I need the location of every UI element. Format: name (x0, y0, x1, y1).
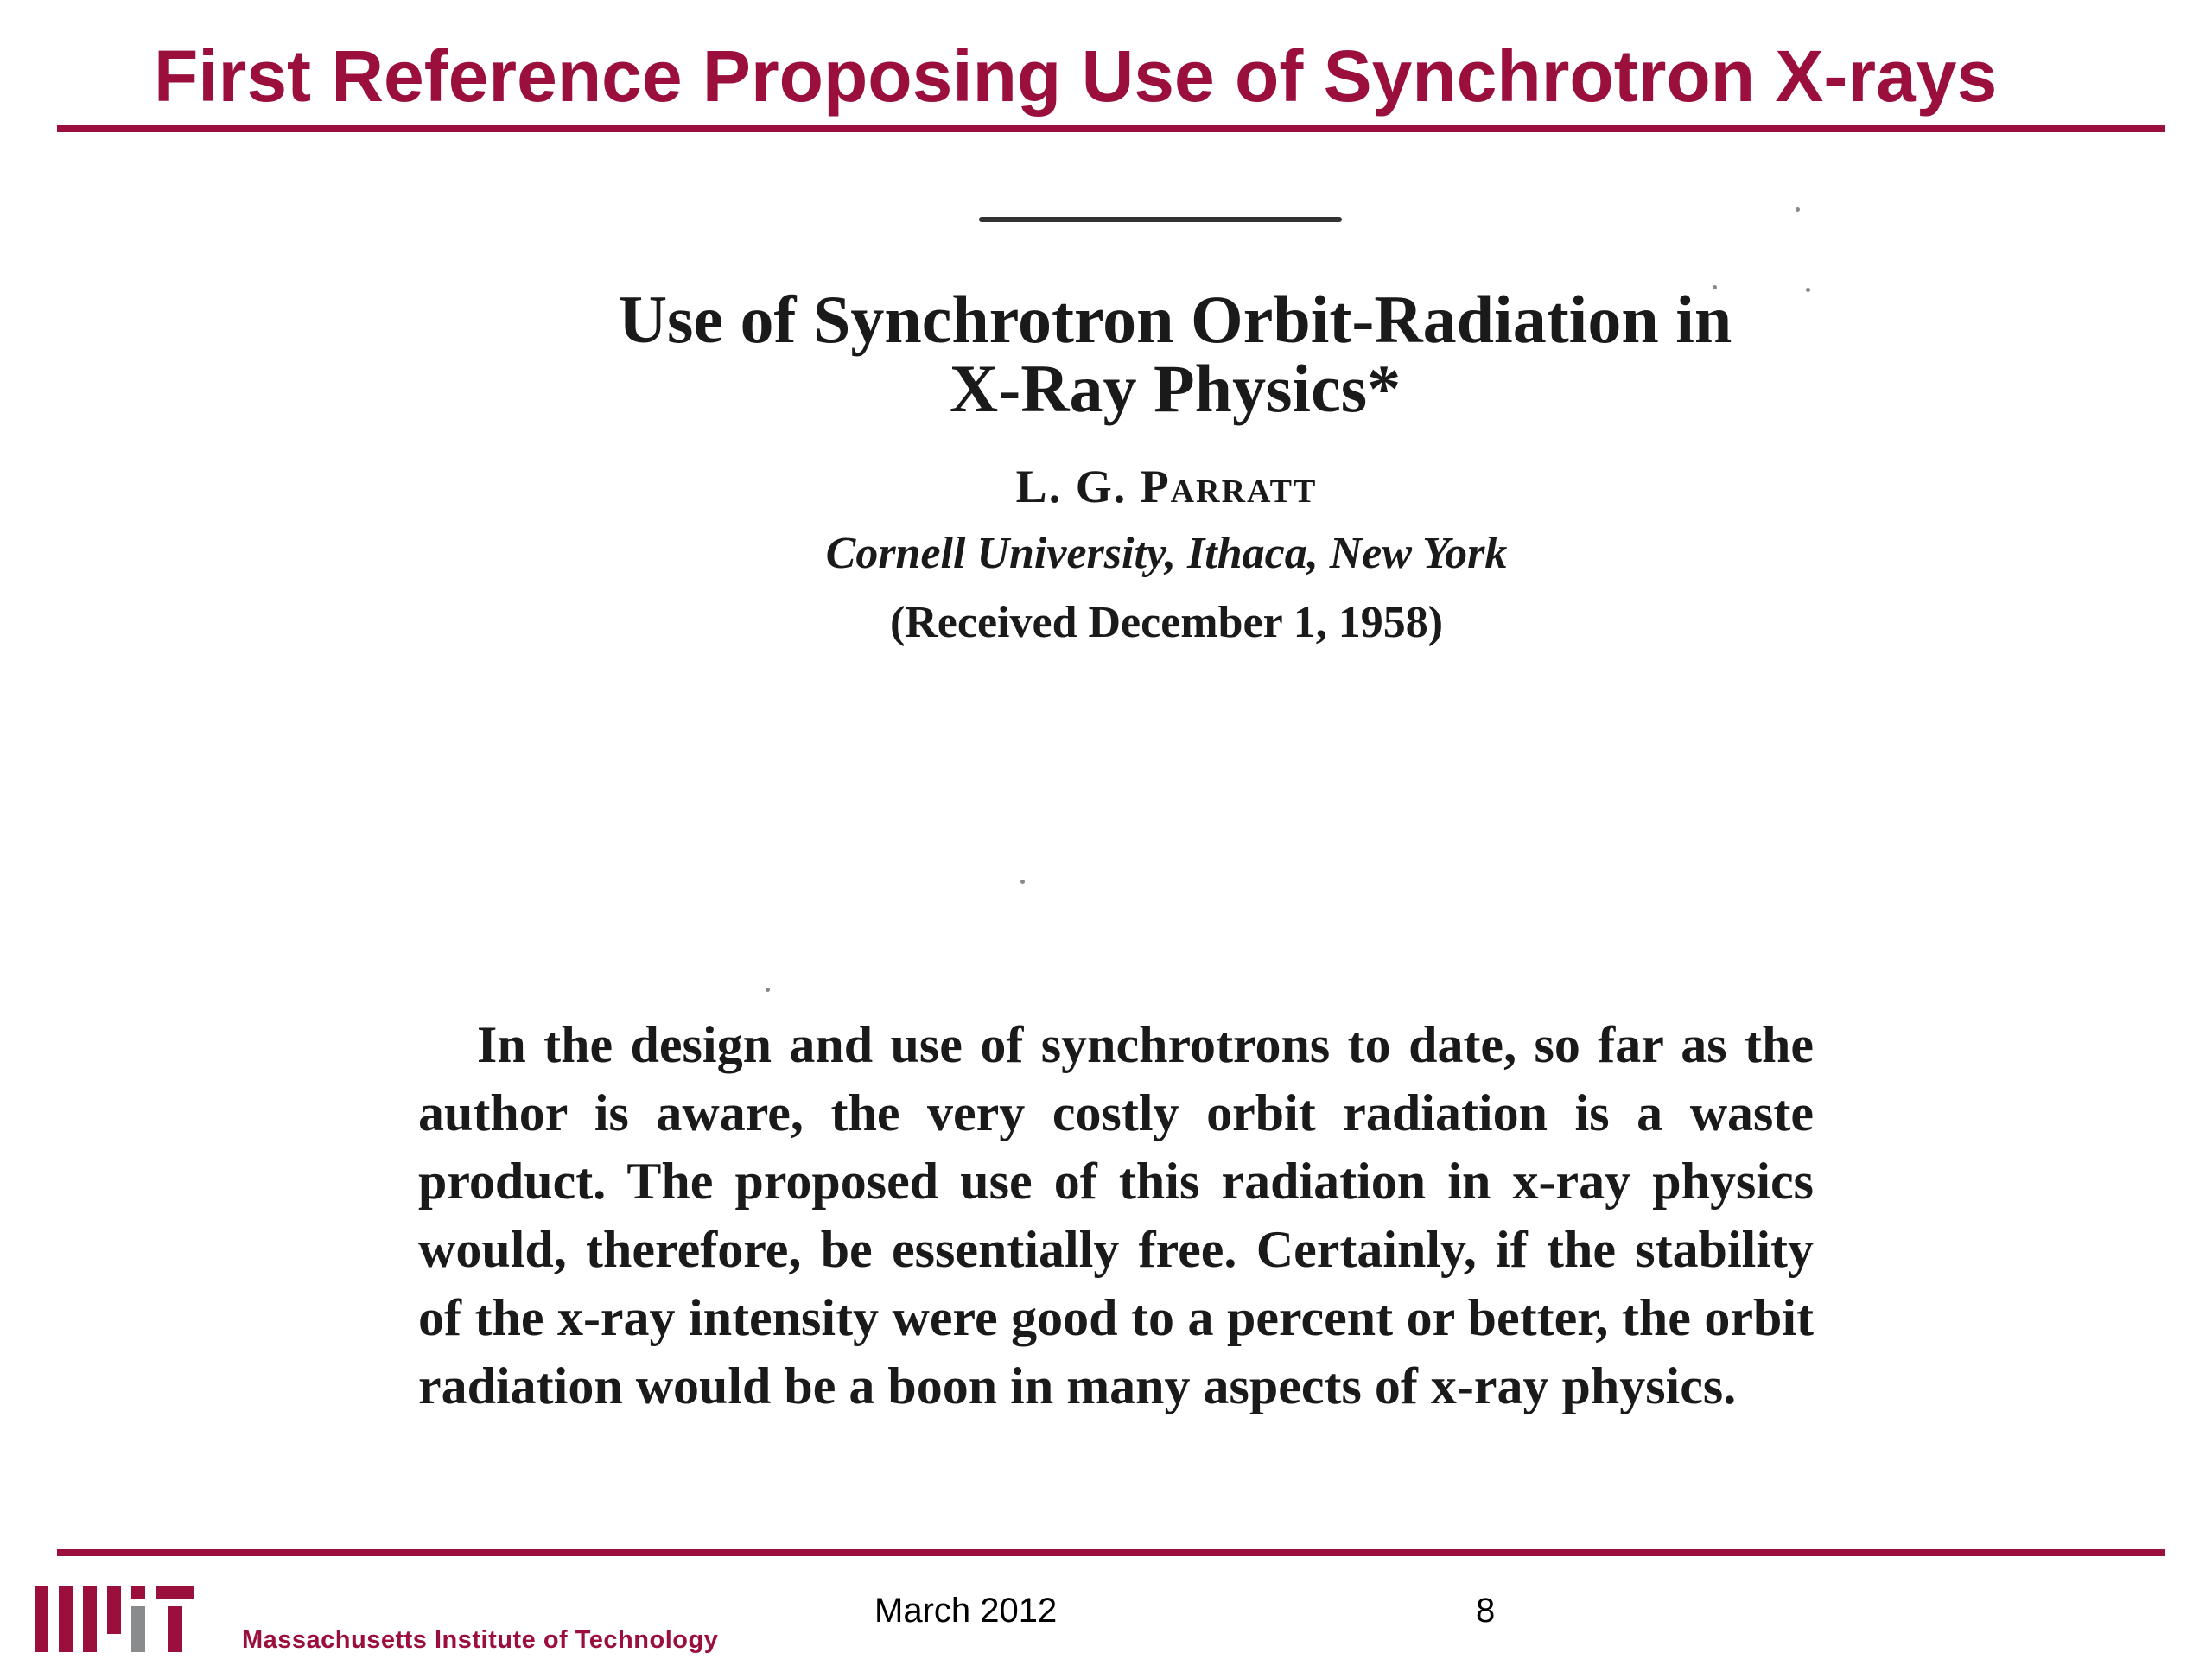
footer-date: March 2012 (874, 1592, 1058, 1630)
page-number: 8 (1476, 1592, 1496, 1630)
footer-divider (57, 1549, 2165, 1556)
slide-title: First Reference Proposing Use of Synchrotron X-rays (154, 35, 1998, 117)
paper-affiliation: Cornell University, Ithaca, New York (825, 529, 1508, 578)
title-divider (57, 125, 2165, 132)
scan-speck (766, 988, 770, 992)
paper-title-line-2: X-Ray Physics* (949, 351, 1402, 426)
mit-logo-icon (35, 1586, 194, 1652)
paper-title (518, 282, 1832, 426)
scan-speck (1020, 880, 1025, 884)
scan-rule-line (979, 217, 1342, 222)
institution-name: Massachusetts Institute of Technology (242, 1626, 719, 1654)
scan-speck (1796, 207, 1800, 212)
paper-abstract: In the design and use of synchrotrons to date, so far as the author is aware, the very costly orbit radiation is a waste product. The proposed use of this radiation in x-ray physics would, therefore, be essentially free. Certainly, if the stability of the x-ray intensity were good to a percent or better, the orbit radiation would be a boon in many aspects of x-ray physics. (418, 1016, 1814, 1414)
paper-received-date: (Received December 1, 1958) (889, 598, 1444, 647)
paper-title-line-1: Use of Synchrotron Orbit-Radiation in (618, 282, 1732, 357)
paper-author: L. G. Parratt (1015, 461, 1318, 512)
